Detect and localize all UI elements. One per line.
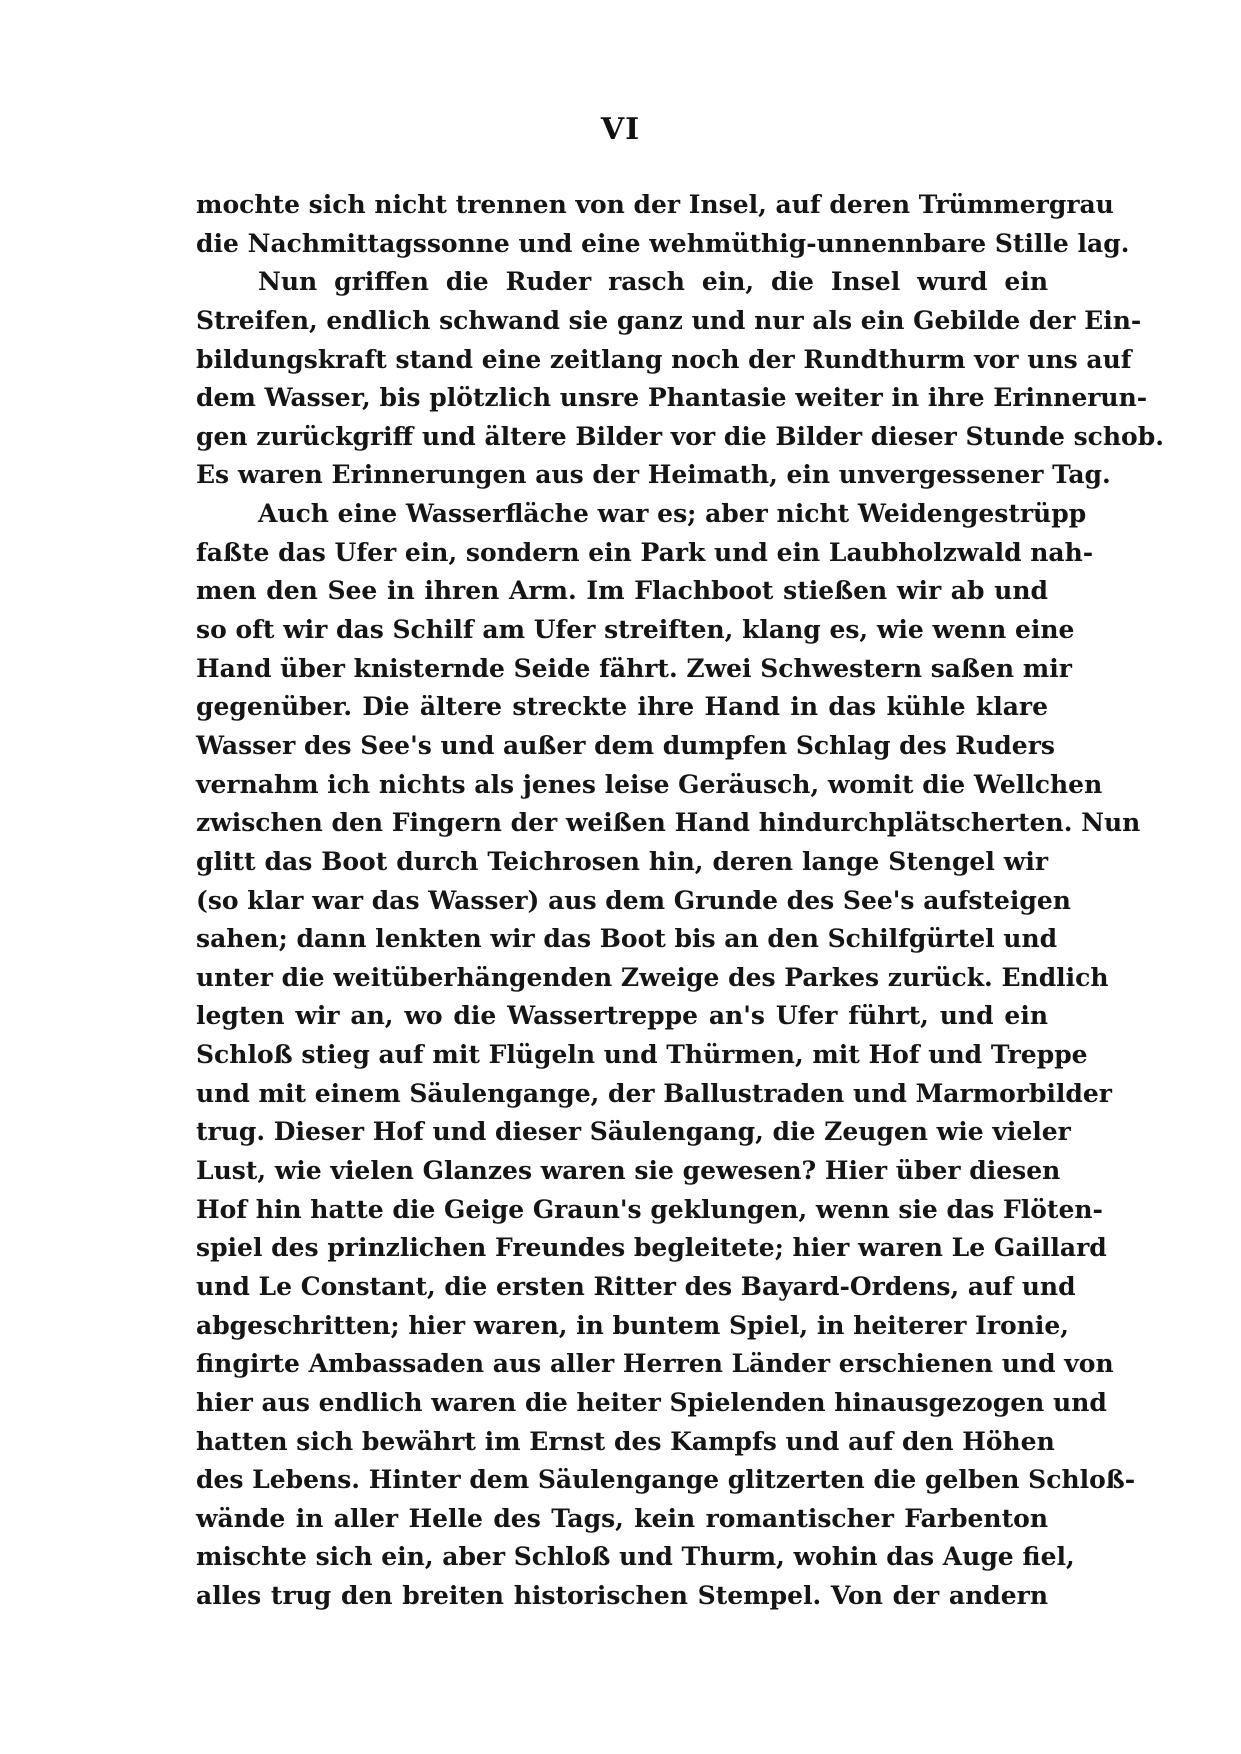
text-line: Hand über knisternde Seide fährt. Zwei Schwestern saßen mir	[196, 653, 1072, 683]
text-line: spiel des prinzlichen Freundes begleitete; hier waren Le Gaillard	[196, 1233, 1107, 1263]
text-line: Wasser des See's und außer dem dumpfen Schlag des Ruders	[196, 730, 1055, 760]
text-line: trug. Dieser Hof und dieser Säulengang, die Zeugen wie vieler	[196, 1117, 1071, 1147]
text-line: sahen; dann lenkten wir das Boot bis an den Schilfgürtel und	[196, 924, 1058, 954]
text-line: faßte das Ufer ein, sondern ein Park und ein Laubholzwald nah-	[196, 537, 1094, 567]
text-line: Es waren Erinnerungen aus der Heimath, ein unvergessener Tag.	[196, 460, 1111, 490]
text-line: abgeschritten; hier waren, in buntem Spiel, in heiterer Ironie,	[196, 1310, 1069, 1340]
text-line: zwischen den Fingern der weißen Hand hindurchplätscherten. Nun	[196, 808, 1141, 838]
text-line: des Lebens. Hinter dem Säulengange glitzerten die gelben Schloß-	[196, 1465, 1136, 1495]
body-text	[196, 186, 1164, 1616]
text-line: Lust, wie vielen Glanzes waren sie gewesen? Hier über diesen	[196, 1156, 1061, 1186]
text-line: gen zurückgriff und ältere Bilder vor die Bilder dieser Stunde schob.	[196, 421, 1164, 451]
text-line: und mit einem Säulengange, der Ballustraden und Marmorbilder	[196, 1078, 1112, 1108]
text-line: wände in aller Helle des Tags, kein romantischer Farbenton	[196, 1503, 1048, 1533]
text-line: Auch eine Wasserfläche war es; aber nicht Weidengestrüpp	[258, 499, 1087, 529]
text-line: und Le Constant, die ersten Ritter des Bayard-Ordens, auf und	[196, 1271, 1076, 1301]
text-line: (so klar war das Wasser) aus dem Grunde des See's aufsteigen	[196, 885, 1071, 915]
text-line: bildungskraft stand eine zeitlang noch der Rundthurm vor uns auf	[196, 344, 1132, 374]
text-line: gegenüber. Die ältere streckte ihre Hand in das kühle klare	[196, 692, 1048, 722]
text-line: unter die weitüberhängenden Zweige des Parkes zurück. Endlich	[196, 962, 1109, 992]
text-line: Schloß stieg auf mit Flügeln und Thürmen, mit Hof und Treppe	[196, 1040, 1088, 1070]
text-line: mischte sich ein, aber Schloß und Thurm, wohin das Auge fiel,	[196, 1542, 1075, 1572]
text-line: die Nachmittagssonne und eine wehmüthig-unnennbare Stille lag.	[196, 228, 1130, 258]
text-line: legten wir an, wo die Wassertreppe an's Ufer führt, und ein	[196, 1001, 1048, 1031]
page-number: VI	[600, 112, 641, 147]
text-line: men den See in ihren Arm. Im Flachboot stießen wir ab und	[196, 576, 1048, 606]
text-line: fingirte Ambassaden aus aller Herren Länder erschienen und von	[196, 1349, 1114, 1379]
text-line: glitt das Boot durch Teichrosen hin, deren lange Stengel wir	[196, 846, 1048, 876]
text-line: dem Wasser, bis plötzlich unsre Phantasie weiter in ihre Erinnerun-	[196, 383, 1148, 413]
text-line: alles trug den breiten historischen Stempel. Von der andern	[196, 1581, 1048, 1611]
text-line: hier aus endlich waren die heiter Spielenden hinausgezogen und	[196, 1387, 1107, 1417]
text-line: so oft wir das Schilf am Ufer streiften, klang es, wie wenn eine	[196, 615, 1075, 645]
text-line: Hof hin hatte die Geige Graun's geklungen, wenn sie das Flöten-	[196, 1194, 1103, 1224]
text-line: Nun griffen die Ruder rasch ein, die Insel wurd ein	[258, 267, 1048, 297]
text-line: vernahm ich nichts als jenes leise Geräusch, womit die Wellchen	[196, 769, 1103, 799]
text-line: Streifen, endlich schwand sie ganz und nur als ein Gebilde der Ein-	[196, 305, 1142, 335]
text-line: hatten sich bewährt im Ernst des Kampfs und auf den Höhen	[196, 1426, 1055, 1456]
text-line: mochte sich nicht trennen von der Insel, auf deren Trümmergrau	[196, 190, 1114, 219]
